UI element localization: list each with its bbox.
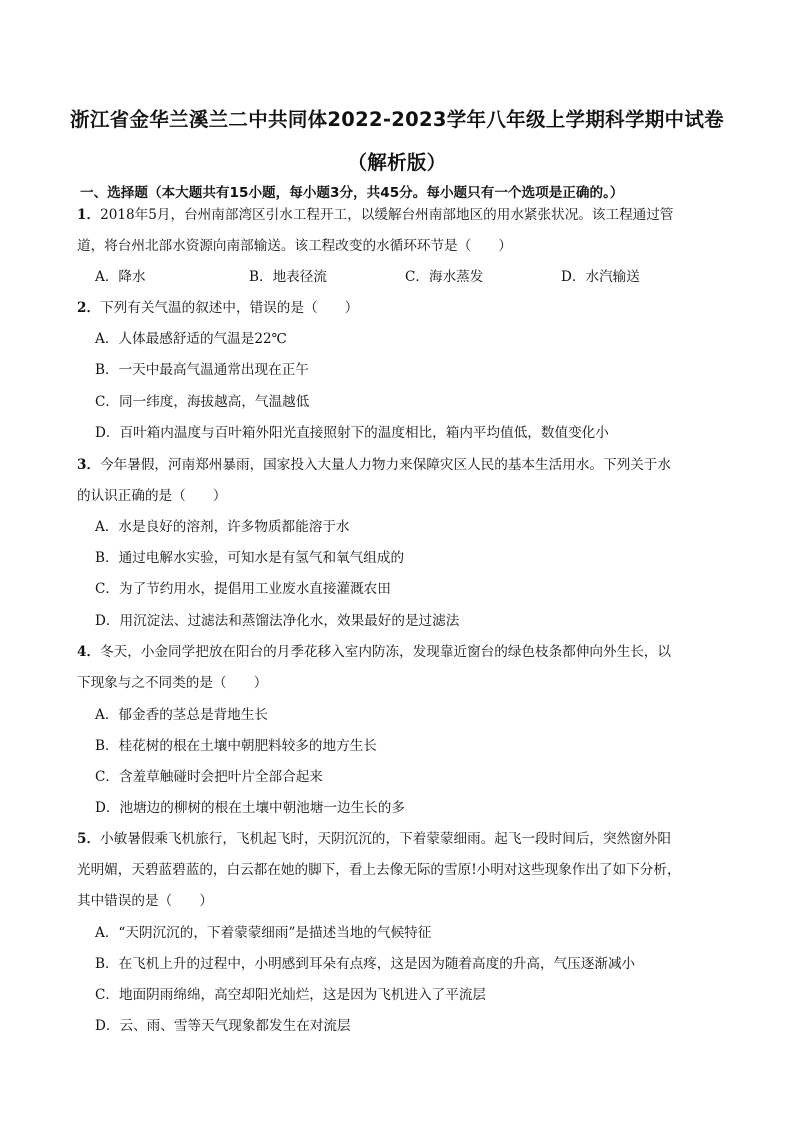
question-3-stem-line-2: 的认识正确的是（ ） [77, 488, 227, 504]
question-number: 4． [77, 644, 101, 660]
question-5-stem-line-3: 其中错误的是（ ） [77, 893, 213, 909]
option-b: B．地表径流 [249, 269, 327, 285]
question-text: 冬天，小金同学把放在阳台的月季花移入室内防冻，发现靠近窗台的绿色枝条都伸向外生长，以 [100, 644, 671, 660]
section-heading: 一、选择题（本大题共有15小题，每小题3分，共45分。每小题只有一个选项是正确的。） [80, 185, 624, 201]
option-d: D．水汽输送 [561, 269, 640, 285]
question-text: 今年暑假，河南郑州暴雨，国家投入大量人力物力来保障灾区人民的基本生活用水。下列关于水 [100, 457, 671, 473]
exam-title: 浙江省金华兰溪兰二中共同体2022-2023学年八年级上学期科学期中试卷（解析版） [70, 108, 724, 174]
question-2-option-c: C．同一纬度，海拔越高，气温越低 [95, 394, 310, 410]
question-3-option-d: D．用沉淀法、过滤法和蒸馏法净化水，效果最好的是过滤法 [95, 613, 460, 629]
question-2-option-a: A．人体最感舒适的气温是22℃ [95, 331, 287, 347]
question-number: 3． [77, 457, 101, 473]
question-1-stem-line-1 [77, 206, 732, 224]
question-5-stem-line-2: 光明媚，天碧蓝碧蓝的，白云都在她的脚下，看上去像无际的雪原!小明对这些现象作出了如下分析， [77, 862, 681, 878]
question-3-option-a: A．水是良好的溶剂，许多物质都能溶于水 [95, 519, 350, 535]
question-text: 2018年5月，台州南部湾区引水工程开工，以缓解台州南部地区的用水紧张状况。该工程通过管 [100, 207, 674, 223]
question-5-option-b: B．在飞机上升的过程中，小明感到耳朵有点疼，这是因为随着高度的升高，气压逐渐减小 [95, 956, 636, 972]
question-4-option-b: B．桂花树的根在土壤中朝肥料较多的地方生长 [95, 738, 377, 754]
question-3-stem-line-1 [77, 456, 732, 474]
question-number: 5． [77, 831, 101, 847]
question-5-option-a: A．“天阴沉沉的，下着蒙蒙细雨”是描述当地的气候特征 [95, 925, 432, 941]
question-5-option-d: D．云、雨、雪等天气现象都发生在对流层 [95, 1018, 351, 1034]
question-2-stem-line-1 [77, 299, 732, 317]
question-2-option-b: B．一天中最高气温通常出现在正午 [95, 362, 309, 378]
question-number: 1． [77, 207, 101, 223]
option-c: C．海水蒸发 [405, 269, 484, 285]
question-4-stem-line-1 [77, 643, 732, 661]
question-text: 小敏暑假乘飞机旅行，飞机起飞时，天阴沉沉的，下着蒙蒙细雨。起飞一段时间后，突然窗外阳 [100, 831, 671, 847]
question-number: 2． [77, 300, 101, 316]
question-3-option-b: B．通过电解水实验，可知水是有氢气和氧气组成的 [95, 550, 405, 566]
question-3-option-c: C．为了节约用水，提倡用工业废水直接灌溉农田 [95, 581, 391, 597]
question-4-option-a: A．郁金香的茎总是背地生长 [95, 707, 268, 723]
question-5-option-c: C．地面阴雨绵绵，高空却阳光灿烂，这是因为飞机进入了平流层 [95, 987, 487, 1003]
question-4-option-d: D．池塘边的柳树的根在土壤中朝池塘一边生长的多 [95, 800, 405, 816]
question-2-option-d: D．百叶箱内温度与百叶箱外阳光直接照射下的温度相比，箱内平均值低，数值变化小 [95, 425, 609, 441]
question-4-option-c: C．含羞草触碰时会把叶片全部合起来 [95, 769, 323, 785]
question-5-stem-line-1 [77, 830, 732, 848]
question-text: 下列有关气温的叙述中，错误的是（ ） [100, 300, 359, 316]
question-4-stem-line-2: 下现象与之不同类的是（ ） [77, 675, 268, 691]
question-1-stem-line-2: 道，将台州北部水资源向南部输送。该工程改变的水循环环节是（ ） [77, 238, 512, 254]
option-a: A．降水 [95, 269, 146, 285]
